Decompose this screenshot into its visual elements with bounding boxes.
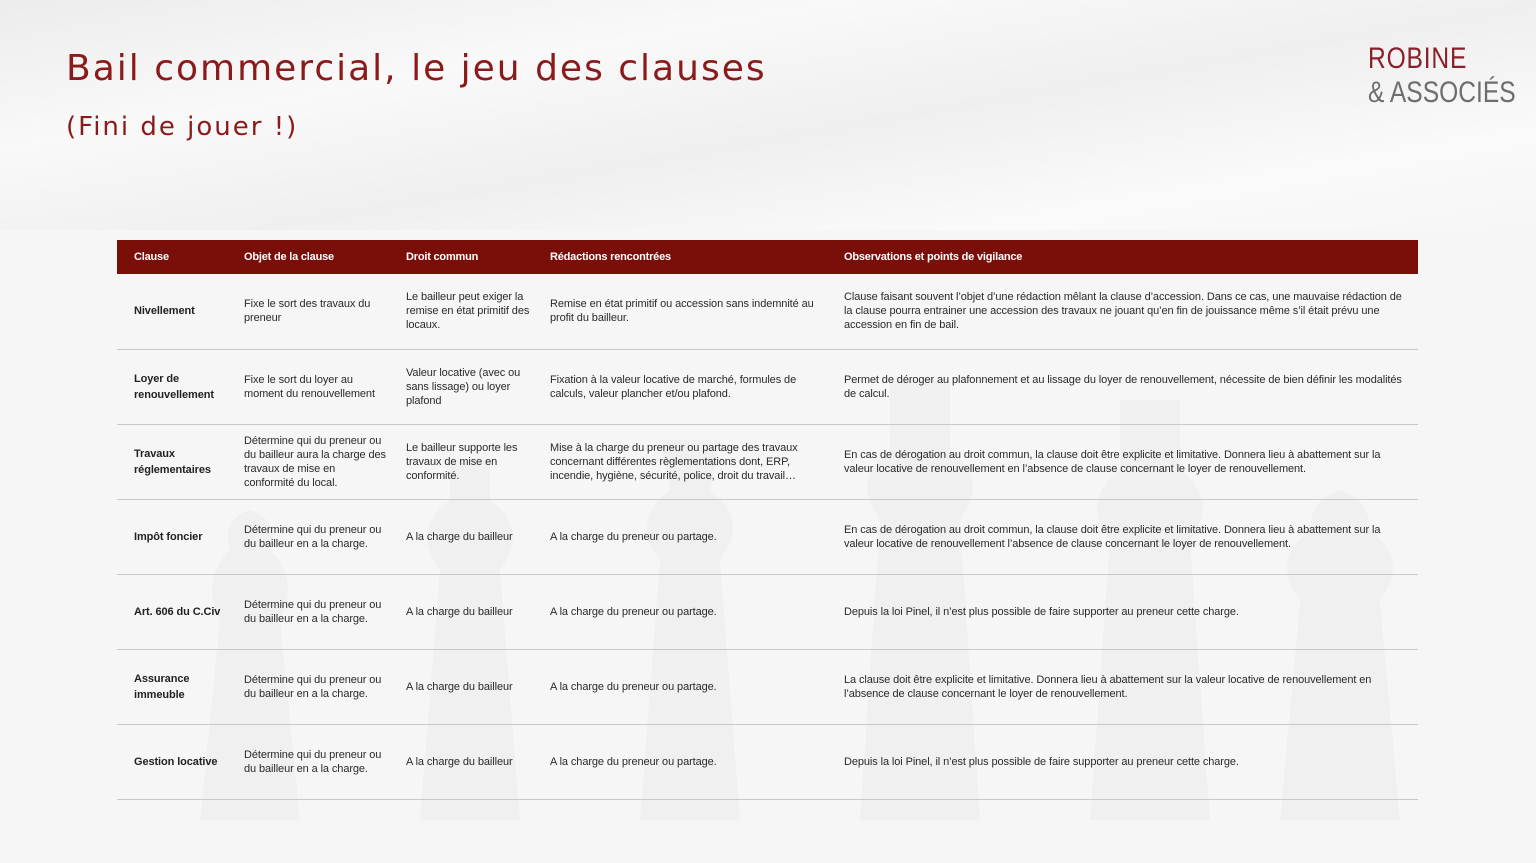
cell-objet: Détermine qui du preneur ou du bailleur en a la charge.: [244, 673, 382, 700]
cell-clause: Assurance immeuble: [134, 672, 190, 701]
cell-objet: Détermine qui du preneur ou du bailleur aura la charge des travaux de mise en conformité du local.: [244, 434, 386, 489]
header-droit-commun: Droit commun: [406, 251, 479, 263]
table-row: [117, 349, 1418, 424]
cell-clause: Travaux réglementaires: [134, 447, 211, 476]
cell-redactions: A la charge du preneur ou partage.: [550, 680, 717, 693]
cell-droit: Le bailleur supporte les travaux de mise en conformité.: [406, 441, 518, 482]
cell-clause: Nivellement: [134, 305, 195, 318]
table-row: [117, 649, 1418, 724]
cell-observations: Depuis la loi Pinel, il n’est plus possible de faire supporter au preneur cette charge.: [844, 605, 1239, 618]
table-row: [117, 574, 1418, 649]
table-header-row: [117, 240, 1418, 274]
cell-droit: Le bailleur peut exiger la remise en état primitif des locaux.: [406, 291, 530, 332]
page-title: Bail commercial, le jeu des clauses: [66, 48, 767, 89]
clauses-table: [117, 240, 1418, 800]
company-logo: [1368, 42, 1516, 110]
page-subtitle: (Fini de jouer !): [66, 112, 299, 142]
table-row: [117, 724, 1418, 799]
cell-redactions: Remise en état primitif ou accession sans indemnité au profit du bailleur.: [550, 298, 814, 325]
cell-observations: La clause doit être explicite et limitative. Donnera lieu à abattement sur la valeur locative de renouvellement en l’absence de clause concernant le loyer de renouvellement.: [844, 673, 1372, 700]
cell-droit: A la charge du bailleur: [406, 680, 513, 693]
cell-clause: Loyer de renouvellement: [134, 372, 214, 401]
table-row: [117, 424, 1418, 499]
header-observations: Observations et points de vigilance: [844, 251, 1023, 263]
clauses-table-container: [117, 240, 1418, 800]
cell-redactions: A la charge du preneur ou partage.: [550, 755, 717, 768]
header-redactions: Rédactions rencontrées: [550, 251, 671, 263]
cell-droit: A la charge du bailleur: [406, 605, 513, 618]
cell-observations: Permet de déroger au plafonnement et au lissage du loyer de renouvellement, nécessite de bien définir les modalités de calcul.: [844, 373, 1402, 400]
header-clause: Clause: [134, 251, 169, 263]
logo-line-1: ROBINE: [1368, 42, 1468, 75]
logo-line-2: & ASSOCIÉS: [1368, 76, 1516, 109]
table-row: [117, 274, 1418, 349]
cell-redactions: A la charge du preneur ou partage.: [550, 530, 717, 543]
cell-redactions: A la charge du preneur ou partage.: [550, 605, 717, 618]
cell-clause: Impôt foncier: [134, 530, 203, 543]
cell-objet: Fixe le sort du loyer au moment du renouvellement: [244, 373, 375, 400]
table-row: [117, 499, 1418, 574]
cell-objet: Fixe le sort des travaux du preneur: [244, 298, 371, 325]
cell-objet: Détermine qui du preneur ou du bailleur en a la charge.: [244, 598, 382, 625]
header-objet: Objet de la clause: [244, 251, 334, 263]
cell-droit: A la charge du bailleur: [406, 530, 513, 543]
cell-droit: Valeur locative (avec ou sans lissage) ou loyer plafond: [406, 366, 521, 407]
cell-droit: A la charge du bailleur: [406, 755, 513, 768]
cell-observations: Clause faisant souvent l’objet d’une rédaction mêlant la clause d’accession. Dans ce cas, une mauvaise rédaction de la clause pourra entrainer une accession des travaux ne jouant qu’en fin de jouissance même s’il était prévu une accession en fin de bail.: [844, 291, 1402, 332]
cell-objet: Détermine qui du preneur ou du bailleur en a la charge.: [244, 748, 382, 775]
cell-clause: Gestion locative: [134, 755, 218, 768]
cell-observations: Depuis la loi Pinel, il n’est plus possible de faire supporter au preneur cette charge.: [844, 755, 1239, 768]
cell-observations: En cas de dérogation au droit commun, la clause doit être explicite et limitative. Donnera lieu à abattement sur la valeur locative de renouvellement en l’absence de clause concernant le loyer de renouvellement.: [844, 448, 1381, 475]
cell-clause: Art. 606 du C.Civ: [134, 605, 221, 618]
cell-objet: Détermine qui du preneur ou du bailleur en a la charge.: [244, 523, 382, 550]
cell-observations: En cas de dérogation au droit commun, la clause doit être explicite et limitative. Donnera lieu à abattement sur la valeur locative de renouvellement l’absence de clause concernant le loyer de renouvellement.: [844, 523, 1381, 550]
cell-redactions: Mise à la charge du preneur ou partage des travaux concernant différentes règlementations dont, ERP, incendie, hygiène, sécurité, police, droit du travail…: [550, 441, 798, 482]
cell-redactions: Fixation à la valeur locative de marché, formules de calculs, valeur plancher et/ou plafond.: [550, 373, 797, 400]
